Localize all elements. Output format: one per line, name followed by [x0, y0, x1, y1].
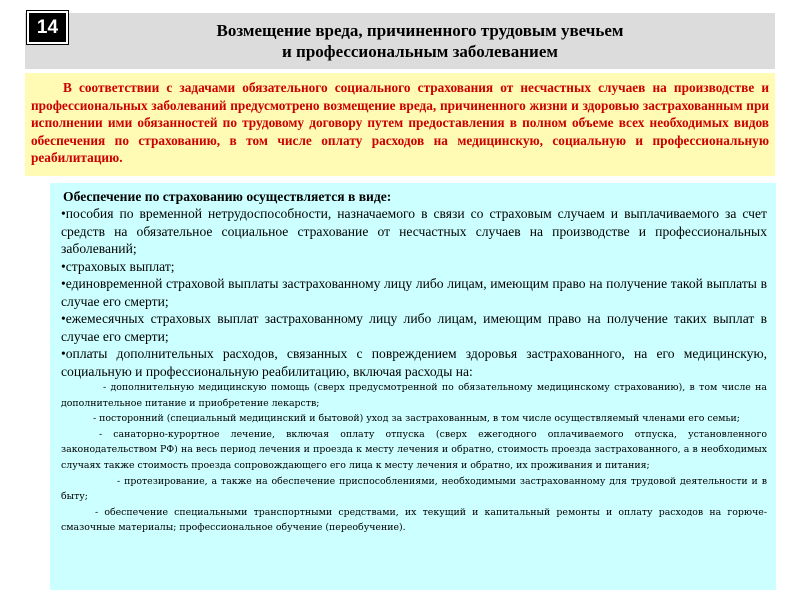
- coverage-item-lump-sum: •единовременной страховой выплаты застрахованному лицу либо лицам, имеющим право на получение такой выплаты в случае его смерти;: [61, 276, 767, 309]
- coverage-item-benefit: •пособия по временной нетрудоспособности, назначаемого в связи со страховым случаем и выплачиваемого за счет средств на обязательное социальное страхование от несчастных случаев на производстве и профессиональных заболеваний;: [61, 206, 767, 256]
- coverage-subitem-care: - посторонний (специальный медицинский и бытовой) уход за застрахованным, в том числе осуществляемый членами его семьи;: [93, 413, 740, 425]
- coverage-subitem-sanatorium: - санаторно-курортное лечение, включая оплату отпуска (сверх ежегодного оплачиваемого отпуска, установленного законодательством РФ) на весь период лечения и проезда к месту лечения и обратно, стоимость проезда застрахованного, а в необходимых случаях также стоимость проезда сопровождающего его лица к месту лечения и обратно, их проживания и питания;: [61, 428, 767, 471]
- intro-text: В соответствии с задачами обязательного социального страхования от несчастных случаев на производстве и профессиональных заболеваний предусмотрено возмещение вреда, причиненного жизни и здоровью застрахованным при исполнении ими обязанностей по трудовому договору путем предоставления в полном объеме всех необходимых видов обеспечения по страхованию, в том числе оплату расходов на медицинскую, социальную и профессиональную реабилитацию.: [31, 80, 769, 165]
- title-line-1: Возмещение вреда, причиненного трудовым увечьем: [216, 21, 624, 40]
- coverage-item-monthly: •ежемесячных страховых выплат застрахованному лицу либо лицам, имеющим право на получение таких выплат в случае его смерти;: [61, 311, 767, 344]
- coverage-lead: Обеспечение по страхованию осуществляется в виде:: [63, 189, 392, 204]
- title-line-2: и профессиональным заболеванием: [282, 42, 558, 61]
- slide-number-badge: 14: [27, 11, 68, 44]
- coverage-item-additional-expenses: •оплаты дополнительных расходов, связанных с повреждением здоровья застрахованного, на его медицинскую, социальную и профессиональную реабилитацию, включая расходы на:: [61, 346, 767, 379]
- coverage-box: [50, 183, 776, 590]
- coverage-subitem-transport: - обеспечение специальными транспортными средствами, их текущий и капитальный ремонты и оплату расходов на горюче-смазочные материалы; профессиональное обучение (переобучение).: [61, 506, 767, 534]
- intro-box: [25, 73, 775, 176]
- coverage-subitem-medical: - дополнительную медицинскую помощь (сверх предусмотренной по обязательному медицинскому страхованию), в том числе на дополнительное питание и приобретение лекарств;: [61, 382, 767, 409]
- slide-header: [25, 13, 775, 69]
- coverage-subitem-prosthetics: - протезирование, а также на обеспечение приспособлениями, необходимыми застрахованному для трудовой деятельности и в быту;: [61, 475, 767, 503]
- coverage-item-payments: •страховых выплат;: [61, 258, 175, 274]
- slide-title: [217, 20, 624, 62]
